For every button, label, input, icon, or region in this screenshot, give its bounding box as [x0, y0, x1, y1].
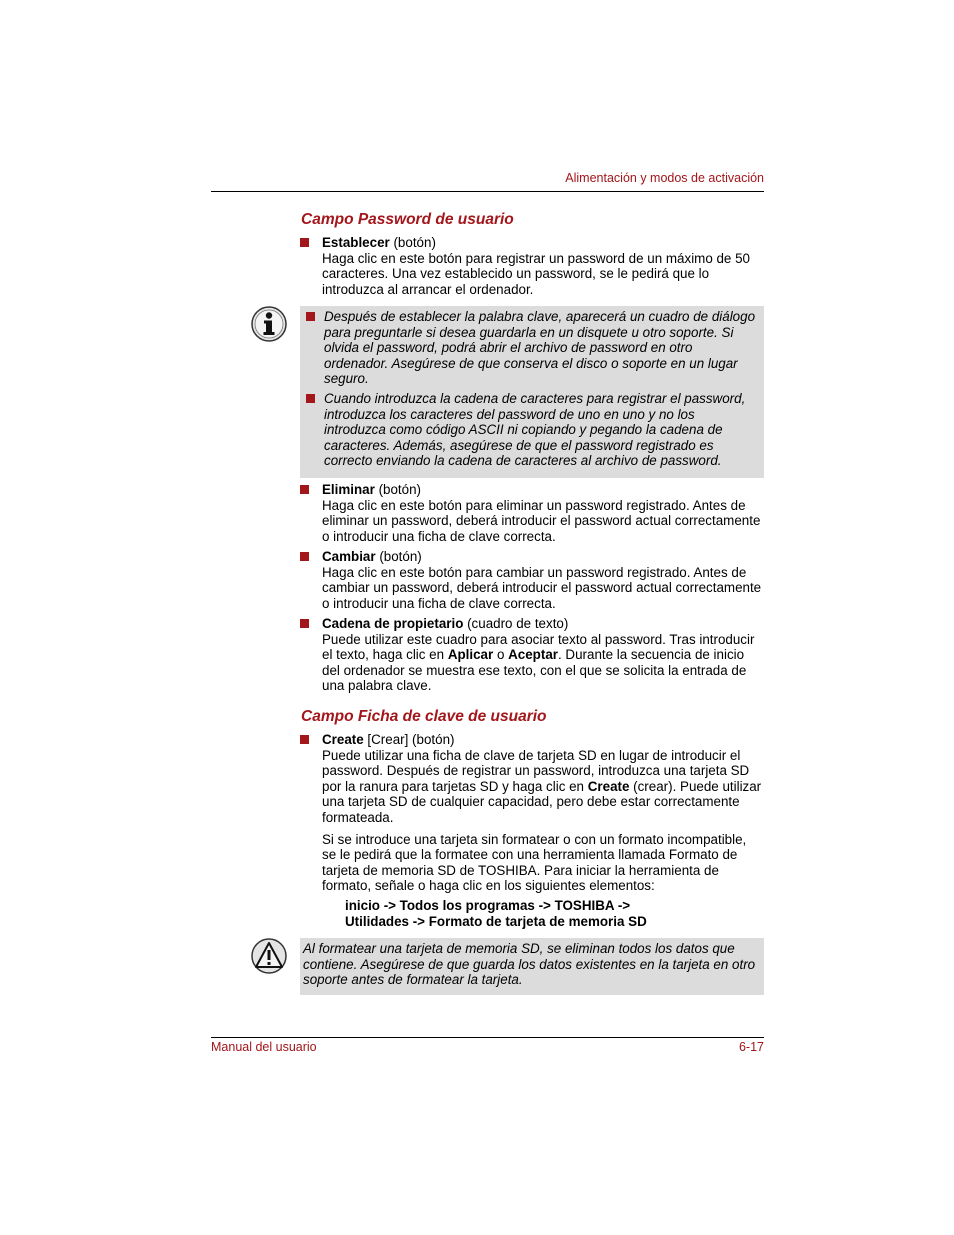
item-description: Puede utilizar una ficha de clave de tarjeta SD en lugar de introducir el password. Después de registrar un password, introduzca una tarjeta SD por la ranura para tarjetas SD y haga clic en Create (crear). Puede utilizar una tarjeta SD de cualquier capacidad, pero debe estar correctamente formateada. [322, 747, 762, 825]
menu-path-line: Utilidades -> Formato de tarjeta de memoria SD [345, 913, 647, 929]
note-item [300, 309, 764, 387]
list-item-eliminar [300, 482, 764, 544]
item-term: Create [322, 732, 364, 747]
item-term: Cambiar [322, 549, 376, 564]
note-item [300, 391, 764, 469]
item-term-suffix: (botón) [389, 235, 436, 250]
section-heading-password: Campo Password de usuario [301, 211, 514, 228]
caution-text: Al formatear una tarjeta de memoria SD, se eliminan todos los datos que contiene. Asegúrese de que guarda los datos existentes en la tarjeta en otro soporte antes de formatear la tarjeta. [303, 941, 756, 988]
item-term-suffix: (botón) [375, 549, 422, 564]
list-item-cadena-propietario [300, 616, 764, 694]
list-item-establecer [300, 235, 764, 297]
bullet-icon [300, 485, 309, 494]
section-heading-ficha: Campo Ficha de clave de usuario [301, 708, 547, 725]
item-description: Haga clic en este botón para cambiar un password registrado. Antes de cambiar un password, deberá introducir el password actual correctamente o introducir una ficha de clave correcta. [322, 564, 762, 611]
bullet-icon [306, 394, 315, 403]
bullet-icon [300, 619, 309, 628]
list-item-cambiar [300, 549, 764, 611]
running-header: Alimentación y modos de activación [565, 171, 764, 185]
bullet-icon [300, 552, 309, 561]
item-term-suffix: (cuadro de texto) [463, 616, 569, 631]
warning-icon [251, 938, 287, 978]
page-number: 6-17 [738, 1040, 764, 1054]
note-text: Cuando introduzca la cadena de caracteres para registrar el password, introduzca los caracteres del password de uno en uno y no los introduzca como código ASCII ni copiando y pegando la cadena de caracteres. Además, asegúrese de que el password registrado es correcto enviando la cadena de caracteres al archivo de password. [324, 390, 746, 469]
caution-note-box [300, 938, 764, 995]
header-rule [211, 191, 764, 192]
list-item-create [300, 732, 764, 894]
item-description: Puede utilizar este cuadro para asociar texto al password. Tras introducir el texto, haga clic en Aplicar o Aceptar. Durante la secuencia de inicio del ordenador se muestra ese texto, con el que se solicita la entrada de una palabra clave. [322, 631, 755, 694]
bullet-icon [300, 735, 309, 744]
item-term: Establecer [322, 235, 390, 250]
bullet-icon [306, 312, 315, 321]
footer-rule [211, 1037, 764, 1038]
footer-manual-title: Manual del usuario [211, 1040, 317, 1054]
item-description: Haga clic en este botón para registrar un password de un máximo de 50 caracteres. Una vez establecido un password, se le pedirá que lo introduzca al arrancar el ordenador. [322, 250, 750, 297]
menu-path [345, 898, 647, 929]
item-term: Eliminar [322, 482, 375, 497]
info-icon [251, 306, 287, 346]
bullet-icon [300, 238, 309, 247]
menu-path-line: inicio -> Todos los programas -> TOSHIBA -> [345, 898, 631, 913]
info-note-box [300, 306, 764, 478]
item-term: Cadena de propietario [322, 616, 464, 631]
item-paragraph: Si se introduce una tarjeta sin formatear o con un formato incompatible, se le pedirá que la formatee con una herramienta llamada Formato de tarjeta de memoria SD de TOSHIBA. Para iniciar la herramienta de formato, señale o haga clic en los siguientes elementos: [322, 831, 747, 894]
item-term-suffix: [Crear] (botón) [363, 732, 455, 747]
note-text: Después de establecer la palabra clave, aparecerá un cuadro de diálogo para preguntarle si desea guardarla en un disquete u otro soporte. Si olvida el password, podrá abrir el archivo de password en otro ordenador. Asegúrese de que conserva el disco o soporte en un lugar seguro. [324, 309, 756, 387]
item-description: Haga clic en este botón para eliminar un password registrado. Antes de eliminar un password, deberá introducir el password actual correctamente o introducir una ficha de clave correcta. [322, 497, 761, 544]
item-term-suffix: (botón) [374, 482, 421, 497]
